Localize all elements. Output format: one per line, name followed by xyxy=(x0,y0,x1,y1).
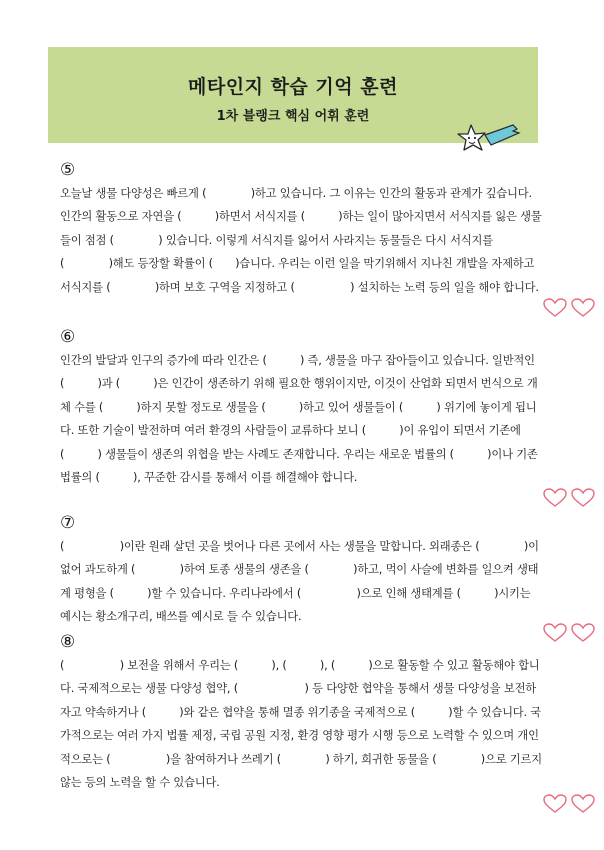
section-number: ⑧ xyxy=(60,632,76,652)
page-subtitle: 1차 블랭크 핵심 어휘 훈련 xyxy=(216,109,370,124)
hearts-icon xyxy=(542,487,596,509)
section-text: 인간의 발달과 인구의 증가에 따라 인간은 ( ) 즉, 생물을 마구 잡아들이고 있습니다. 일반적인 ( )과 ( )은 인간이 생존하기 위해 필요한 행위이지만, 이것이 산업화 되면서 번식으로 개체 수를 ( )하지 못할 정도로 생물을 ( )하고 있어 생물들이 ( ) 위기에 놓이게 됩니다. 또한 기술이 발전하며 여러 환경의 사람들이 교류하다 보니 ( )이 유입이 되면서 기존에 ( ) 생물들이 생존의 위협을 받는 사례도 존재합니다. 우리는 새로운 법률의 ( )이나 기존 법률의 ( ), 꾸준한 감시를 통해서 이를 해결해야 합니다. xyxy=(60,354,538,485)
section-7 xyxy=(60,513,544,629)
hearts-icon xyxy=(542,297,596,319)
section-number: ⑦ xyxy=(60,513,76,533)
section-text: 오늘날 생물 다양성은 빠르게 ( )하고 있습니다. 그 이유는 인간의 활동과 관계가 깊습니다. 인간의 활동으로 자연을 ( )하면서 서식지를 ( )하는 일이 많아지면서 서식지를 잃은 생물들이 점점 ( ) 있습니다. 이렇게 서식지를 잃어서 사라지는 동물들은 다시 서식지를 ( )해도 등장할 확률이 ( )습니다. 우리는 이런 일을 막기위해서 지나친 개발을 자제하고 서식지를 ( )하며 보호 구역을 지정하고 ( ) 설치하는 노력 등의 일을 해야 합니다. xyxy=(60,187,542,294)
section-6 xyxy=(60,327,544,489)
section-number: ⑥ xyxy=(60,327,76,347)
page-title: 메타인지 학습 기억 훈련 xyxy=(188,76,398,98)
section-5 xyxy=(60,160,544,299)
hearts-icon xyxy=(542,793,596,815)
section-text: ( ) 보전을 위해서 우리는 ( ), ( ), ( )으로 활동할 수 있고 활동해야 합니다. 국제적으로는 생물 다양성 협약, ( ) 등 다양한 협약을 통해서 생물 다양성을 보전하자고 약속하거나 ( )와 같은 협약을 통해 멸종 위기종을 국제적으로 ( )할 수 있습니다. 국가적으로는 여러 가지 법률 제정, 국립 공원 지정, 환경 영향 평가 시행 등으로 노력할 수 있으며 개인적으로는 ( )을 참여하거나 쓰레기 ( ) 하기, 희귀한 동물을 ( )으로 기르지 않는 등의 노력을 할 수 있습니다. xyxy=(60,659,542,790)
hearts-icon xyxy=(542,622,596,644)
section-number: ⑤ xyxy=(60,160,76,180)
section-8 xyxy=(60,632,544,794)
section-text: ( )이란 원래 살던 곳을 벗어나 다른 곳에서 사는 생물을 말합니다. 외래종은 ( )이 없어 과도하게 ( )하여 토종 생물의 생존을 ( )하고, 먹이 사슬에 변화를 일으켜 생태계 평형을 ( )할 수 있습니다. 우리나라에서 ( )으로 인해 생태계를 ( )시키는 예시는 황소개구리, 배쓰를 예시로 들 수 있습니다. xyxy=(60,540,539,624)
